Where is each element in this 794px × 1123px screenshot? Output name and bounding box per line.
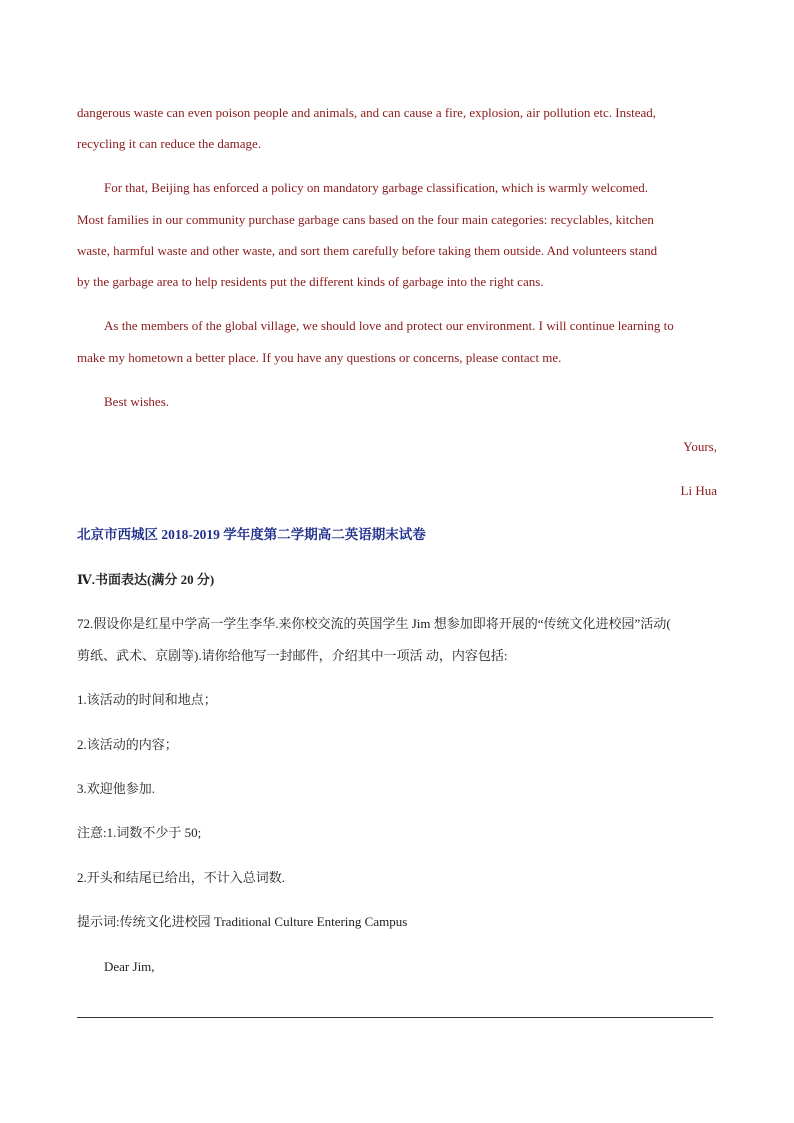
question-line: 剪纸、武术、京剧等).请你给他写一封邮件，介绍其中一项活 动，内容包括:: [77, 648, 508, 663]
exam-title: 北京市西城区 2018-2019 学年度第二学期高二英语期末试卷: [77, 527, 426, 542]
essay-line: make my hometown a better place. If you have any questions or concerns, please contact me.: [77, 350, 562, 365]
salutation: Dear Jim,: [104, 959, 155, 974]
question-line: 72.假设你是红星中学高一学生李华.来你校交流的英国学生 Jim 想参加即将开展的“传统文化进校园”活动(: [77, 616, 671, 631]
hint-line: 提示词:传统文化进校园 Traditional Culture Entering Campus: [77, 914, 408, 929]
essay-signature: Li Hua: [680, 483, 717, 498]
essay-closing: Yours,: [683, 439, 717, 454]
section-heading: Ⅳ.书面表达(满分 20 分): [77, 572, 215, 587]
essay-line: dangerous waste can even poison people and animals, and can cause a fire, explosion, air pollution etc. Instead,: [77, 105, 657, 120]
essay-line: waste, harmful waste and other waste, and sort them carefully before taking them outside. And volunteers stand: [77, 243, 658, 258]
essay-line: As the members of the global village, we should love and protect our environment. I will continue learning to: [104, 318, 674, 333]
essay-line: Most families in our community purchase garbage cans based on the four main categories: recyclables, kitchen: [77, 212, 654, 227]
writing-line: [77, 1017, 713, 1018]
essay-line: by the garbage area to help residents put the different kinds of garbage into the right cans.: [77, 274, 544, 289]
note-line: 注意:1.词数不少于 50;: [77, 825, 202, 840]
question-item: 3.欢迎他参加.: [77, 781, 156, 796]
question-item: 2.该活动的内容；: [77, 737, 178, 752]
essay-line: For that, Beijing has enforced a policy on mandatory garbage classification, which is warmly welcomed.: [104, 180, 649, 195]
note-line: 2.开头和结尾已给出，不计入总词数.: [77, 870, 286, 885]
essay-line: Best wishes.: [104, 394, 169, 409]
question-item: 1.该活动的时间和地点；: [77, 692, 217, 707]
essay-line: recycling it can reduce the damage.: [77, 136, 262, 151]
